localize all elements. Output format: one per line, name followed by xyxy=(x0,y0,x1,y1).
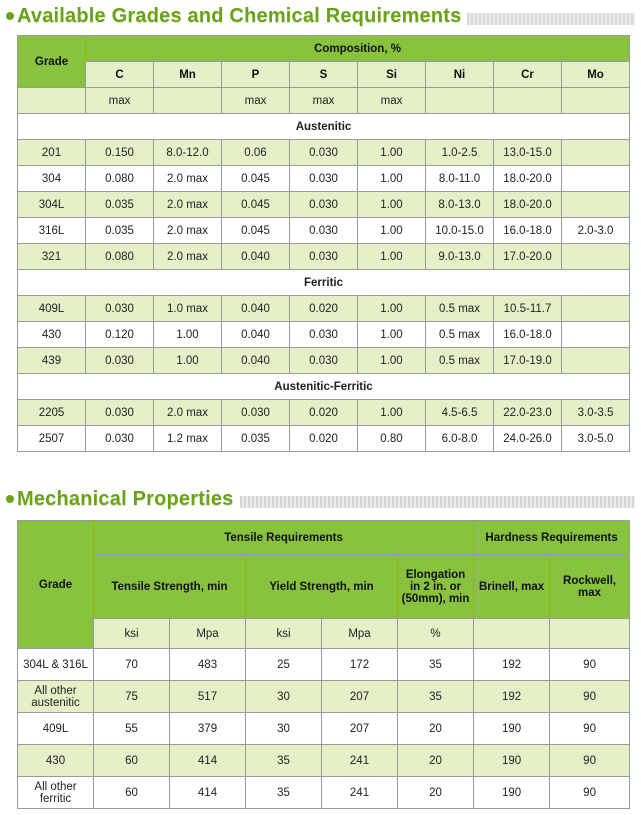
value-cell: 16.0-18.0 xyxy=(494,218,562,244)
value-cell: 0.06 xyxy=(222,140,290,166)
value-cell: 30 xyxy=(246,713,322,745)
value-cell: 0.040 xyxy=(222,348,290,374)
value-cell: 1.00 xyxy=(358,140,426,166)
element-header: C xyxy=(86,62,154,88)
value-cell: 190 xyxy=(474,777,550,809)
value-cell: 10.0-15.0 xyxy=(426,218,494,244)
value-cell: 20 xyxy=(398,745,474,777)
value-cell: 1.0 max xyxy=(154,296,222,322)
value-cell: 1.00 xyxy=(358,166,426,192)
value-cell xyxy=(562,192,630,218)
value-cell: 17.0-20.0 xyxy=(494,244,562,270)
section-title: Available Grades and Chemical Requirements xyxy=(17,4,462,27)
value-cell xyxy=(562,296,630,322)
elongation-header: Elongation in 2 in. or (50mm), min xyxy=(398,555,474,619)
table-row xyxy=(18,681,630,713)
element-header-row xyxy=(18,62,630,88)
value-cell: 0.5 max xyxy=(426,296,494,322)
unit-cell: max xyxy=(290,88,358,114)
value-cell xyxy=(562,322,630,348)
value-cell: 0.5 max xyxy=(426,322,494,348)
group-row xyxy=(18,374,630,400)
grade-header: Grade xyxy=(18,36,86,88)
grade-cell: All other austenitic xyxy=(18,681,94,713)
table-row xyxy=(18,777,630,809)
value-cell: 20 xyxy=(398,777,474,809)
element-header: Si xyxy=(358,62,426,88)
value-cell: 0.030 xyxy=(290,140,358,166)
section-title: Mechanical Properties xyxy=(17,487,234,510)
grade-cell: 304L xyxy=(18,192,86,218)
value-cell: 241 xyxy=(322,777,398,809)
value-cell: 0.030 xyxy=(86,296,154,322)
value-cell: 190 xyxy=(474,745,550,777)
value-cell: 0.80 xyxy=(358,426,426,452)
value-cell: 13.0-15.0 xyxy=(494,140,562,166)
value-cell: 414 xyxy=(170,777,246,809)
yield-strength-header: Yield Strength, min xyxy=(246,555,398,619)
table-row xyxy=(18,400,630,426)
table-row xyxy=(18,348,630,374)
value-cell: 1.00 xyxy=(358,296,426,322)
unit-cell xyxy=(494,88,562,114)
value-cell: 0.150 xyxy=(86,140,154,166)
value-cell: 0.035 xyxy=(86,192,154,218)
value-cell: 379 xyxy=(170,713,246,745)
value-cell: 0.120 xyxy=(86,322,154,348)
value-cell: 35 xyxy=(398,649,474,681)
value-cell: 24.0-26.0 xyxy=(494,426,562,452)
hardness-requirements-header: Hardness Requirements xyxy=(474,521,630,555)
grade-cell: 439 xyxy=(18,348,86,374)
unit-row xyxy=(18,619,630,649)
table-row xyxy=(18,322,630,348)
value-cell: 3.0-5.0 xyxy=(562,426,630,452)
unit-cell xyxy=(154,88,222,114)
value-cell: 18.0-20.0 xyxy=(494,166,562,192)
unit-cell xyxy=(426,88,494,114)
tensile-strength-header: Tensile Strength, min xyxy=(94,555,246,619)
value-cell xyxy=(562,166,630,192)
value-cell: 0.020 xyxy=(290,400,358,426)
value-cell: 1.00 xyxy=(358,400,426,426)
unit-cell: Mpa xyxy=(170,619,246,649)
value-cell xyxy=(562,348,630,374)
unit-cell xyxy=(474,619,550,649)
grade-cell: 430 xyxy=(18,322,86,348)
group-row xyxy=(18,114,630,140)
value-cell: 0.045 xyxy=(222,166,290,192)
decorative-bar xyxy=(467,13,635,25)
value-cell: 90 xyxy=(550,649,630,681)
value-cell: 60 xyxy=(94,777,170,809)
unit-cell xyxy=(562,88,630,114)
unit-cell: Mpa xyxy=(322,619,398,649)
grade-cell: 2507 xyxy=(18,426,86,452)
value-cell: 0.035 xyxy=(86,218,154,244)
table-row xyxy=(18,140,630,166)
unit-cell: max xyxy=(222,88,290,114)
value-cell: 1.00 xyxy=(358,192,426,218)
value-cell: 90 xyxy=(550,745,630,777)
value-cell: 9.0-13.0 xyxy=(426,244,494,270)
value-cell: 55 xyxy=(94,713,170,745)
value-cell: 70 xyxy=(94,649,170,681)
element-header: P xyxy=(222,62,290,88)
element-header: S xyxy=(290,62,358,88)
group-row xyxy=(18,270,630,296)
value-cell: 207 xyxy=(322,681,398,713)
value-cell: 0.030 xyxy=(290,166,358,192)
value-cell: 2.0 max xyxy=(154,218,222,244)
section-heading-mechanical xyxy=(6,486,635,512)
value-cell: 1.00 xyxy=(358,322,426,348)
element-header: Cr xyxy=(494,62,562,88)
value-cell: 207 xyxy=(322,713,398,745)
value-cell: 90 xyxy=(550,681,630,713)
value-cell: 0.020 xyxy=(290,426,358,452)
unit-cell: max xyxy=(358,88,426,114)
value-cell: 1.00 xyxy=(154,348,222,374)
mechanical-properties-table xyxy=(17,520,630,809)
value-cell: 0.030 xyxy=(290,218,358,244)
tensile-requirements-header: Tensile Requirements xyxy=(94,521,474,555)
value-cell: 0.030 xyxy=(290,322,358,348)
unit-cell-blank xyxy=(18,88,86,114)
value-cell: 414 xyxy=(170,745,246,777)
unit-cell xyxy=(550,619,630,649)
unit-row xyxy=(18,88,630,114)
value-cell: 192 xyxy=(474,681,550,713)
value-cell: 483 xyxy=(170,649,246,681)
unit-cell: % xyxy=(398,619,474,649)
value-cell: 0.080 xyxy=(86,244,154,270)
value-cell: 35 xyxy=(246,777,322,809)
value-cell: 35 xyxy=(398,681,474,713)
unit-cell: ksi xyxy=(246,619,322,649)
value-cell: 90 xyxy=(550,713,630,745)
value-cell: 172 xyxy=(322,649,398,681)
grade-cell: All other ferritic xyxy=(18,777,94,809)
value-cell: 18.0-20.0 xyxy=(494,192,562,218)
value-cell xyxy=(562,140,630,166)
table-row xyxy=(18,192,630,218)
element-header: Ni xyxy=(426,62,494,88)
value-cell: 25 xyxy=(246,649,322,681)
table-row xyxy=(18,218,630,244)
value-cell: 190 xyxy=(474,713,550,745)
value-cell: 35 xyxy=(246,745,322,777)
value-cell: 0.040 xyxy=(222,322,290,348)
grade-cell: 409L xyxy=(18,713,94,745)
value-cell: 1.00 xyxy=(358,244,426,270)
element-header: Mn xyxy=(154,62,222,88)
value-cell: 1.00 xyxy=(358,218,426,244)
value-cell: 0.045 xyxy=(222,218,290,244)
grade-cell: 316L xyxy=(18,218,86,244)
value-cell: 192 xyxy=(474,649,550,681)
value-cell: 241 xyxy=(322,745,398,777)
table-row xyxy=(18,296,630,322)
value-cell: 17.0-19.0 xyxy=(494,348,562,374)
value-cell: 0.5 max xyxy=(426,348,494,374)
decorative-bar xyxy=(240,496,635,508)
table-row xyxy=(18,244,630,270)
value-cell: 0.020 xyxy=(290,296,358,322)
value-cell: 8.0-11.0 xyxy=(426,166,494,192)
group-label: Austenitic xyxy=(18,114,630,140)
value-cell: 0.035 xyxy=(222,426,290,452)
value-cell: 6.0-8.0 xyxy=(426,426,494,452)
grade-cell: 304L & 316L xyxy=(18,649,94,681)
value-cell: 60 xyxy=(94,745,170,777)
brinell-header: Brinell, max xyxy=(474,555,550,619)
table-row xyxy=(18,745,630,777)
value-cell: 2.0-3.0 xyxy=(562,218,630,244)
value-cell: 0.080 xyxy=(86,166,154,192)
value-cell: 0.030 xyxy=(86,348,154,374)
unit-cell: ksi xyxy=(94,619,170,649)
rockwell-header: Rockwell, max xyxy=(550,555,630,619)
value-cell: 0.030 xyxy=(290,244,358,270)
table-row xyxy=(18,713,630,745)
value-cell: 0.045 xyxy=(222,192,290,218)
value-cell: 2.0 max xyxy=(154,166,222,192)
grade-cell: 2205 xyxy=(18,400,86,426)
grade-cell: 430 xyxy=(18,745,94,777)
composition-header: Composition, % xyxy=(86,36,630,62)
group-label: Ferritic xyxy=(18,270,630,296)
grade-cell: 304 xyxy=(18,166,86,192)
element-header: Mo xyxy=(562,62,630,88)
value-cell: 30 xyxy=(246,681,322,713)
value-cell: 0.030 xyxy=(222,400,290,426)
value-cell xyxy=(562,244,630,270)
grade-cell: 409L xyxy=(18,296,86,322)
value-cell: 2.0 max xyxy=(154,244,222,270)
value-cell: 0.030 xyxy=(86,400,154,426)
chemical-requirements-table xyxy=(17,35,630,452)
value-cell: 10.5-11.7 xyxy=(494,296,562,322)
value-cell: 16.0-18.0 xyxy=(494,322,562,348)
table-row xyxy=(18,649,630,681)
grade-cell: 201 xyxy=(18,140,86,166)
table-row xyxy=(18,426,630,452)
grade-header: Grade xyxy=(18,521,94,649)
value-cell: 1.00 xyxy=(358,348,426,374)
value-cell: 0.030 xyxy=(290,192,358,218)
table-row xyxy=(18,166,630,192)
value-cell: 3.0-3.5 xyxy=(562,400,630,426)
value-cell: 20 xyxy=(398,713,474,745)
bullet-icon xyxy=(6,12,14,20)
value-cell: 22.0-23.0 xyxy=(494,400,562,426)
value-cell: 2.0 max xyxy=(154,192,222,218)
unit-cell: max xyxy=(86,88,154,114)
value-cell: 8.0-12.0 xyxy=(154,140,222,166)
value-cell: 0.040 xyxy=(222,244,290,270)
value-cell: 1.0-2.5 xyxy=(426,140,494,166)
value-cell: 517 xyxy=(170,681,246,713)
section-heading-chemical xyxy=(6,3,635,29)
value-cell: 1.00 xyxy=(154,322,222,348)
value-cell: 0.040 xyxy=(222,296,290,322)
value-cell: 1.2 max xyxy=(154,426,222,452)
bullet-icon xyxy=(6,495,14,503)
grade-cell: 321 xyxy=(18,244,86,270)
value-cell: 4.5-6.5 xyxy=(426,400,494,426)
value-cell: 0.030 xyxy=(290,348,358,374)
value-cell: 8.0-13.0 xyxy=(426,192,494,218)
group-label: Austenitic-Ferritic xyxy=(18,374,630,400)
value-cell: 90 xyxy=(550,777,630,809)
value-cell: 2.0 max xyxy=(154,400,222,426)
value-cell: 0.030 xyxy=(86,426,154,452)
value-cell: 75 xyxy=(94,681,170,713)
